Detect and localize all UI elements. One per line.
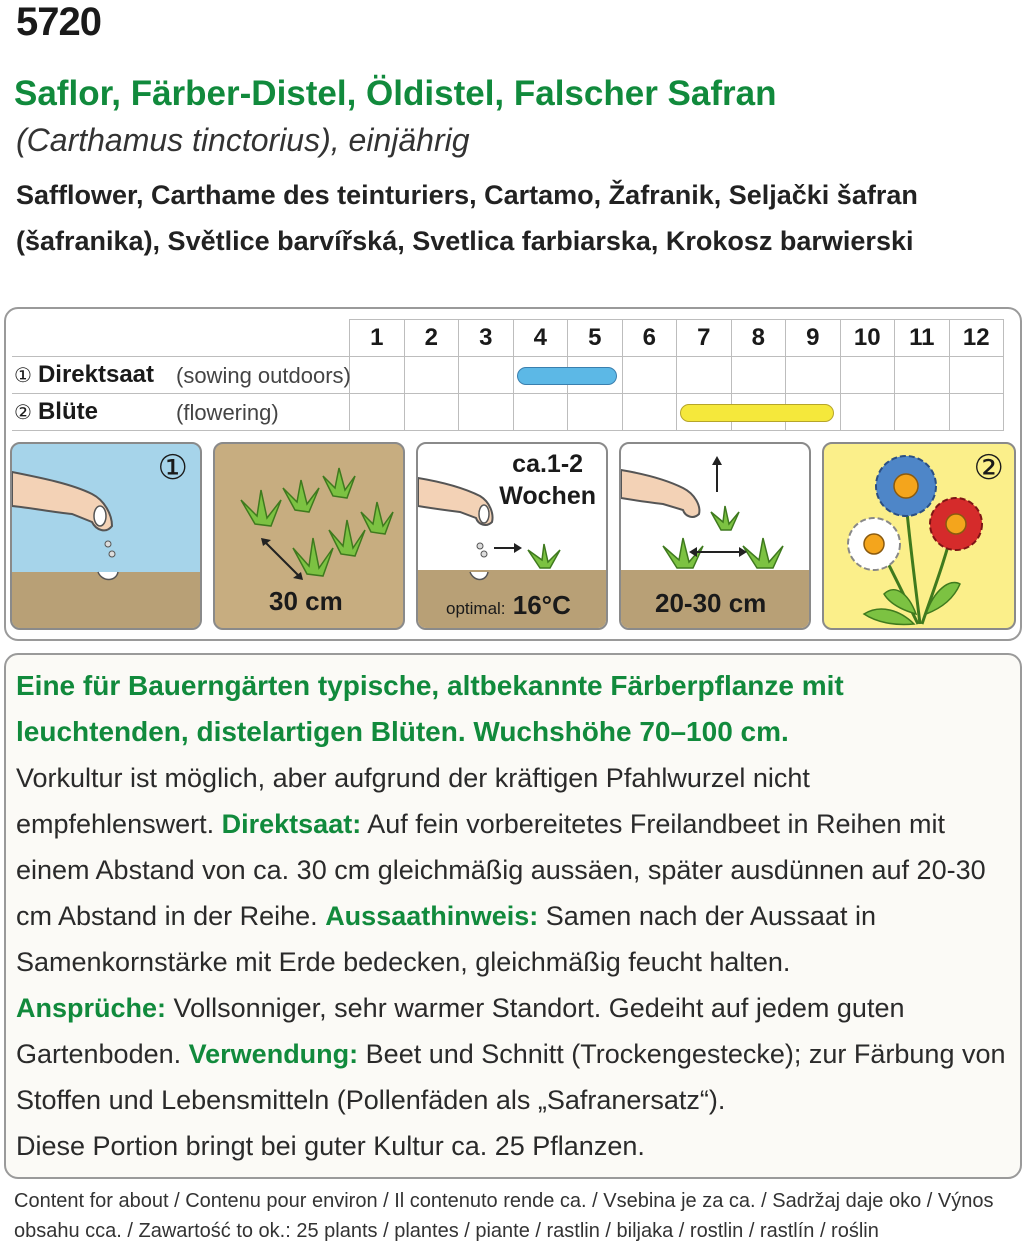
row-label	[12, 394, 350, 431]
description-yield: Diese Portion bringt bei guter Kultur ca. 25 Pflanzen.	[16, 1131, 645, 1161]
description-lead: Eine für Bauerngärten typische, altbekannte Färberpflanze mit leuchtenden, distelartigen Blüten. Wuchshöhe 70–100 cm.	[16, 670, 844, 747]
latin-suffix: , einjährig	[330, 122, 470, 158]
germination-time	[499, 448, 596, 512]
product-title: Saflor, Färber-Distel, Öldistel, Falscher Safran	[14, 74, 777, 113]
month-header: 11	[895, 320, 950, 357]
description-pre-culture: Vorkultur ist möglich, aber aufgrund der kräftigen Pfahlwurzel nicht empfehlenswert.	[16, 763, 810, 839]
description-text	[16, 663, 1006, 1169]
optimal-temperature	[446, 590, 571, 621]
translations-line-2: (šafranika), Světlice barvířská, Svetlica farbiarska, Krokosz barwierski	[16, 226, 914, 256]
germination-panel	[416, 442, 608, 630]
germination-time-line1: ca.1-2	[512, 450, 584, 478]
heading-usage: Verwendung:	[188, 1039, 359, 1069]
product-number: 5720	[16, 0, 101, 44]
latin-binomial: (Carthamus tinctorius)	[16, 122, 331, 158]
month-header: 8	[731, 320, 786, 357]
row-spacing-panel	[213, 442, 405, 630]
month-header: 10	[840, 320, 895, 357]
row-number: ①	[14, 365, 32, 387]
month-header: 6	[622, 320, 677, 357]
month-header: 12	[949, 320, 1004, 357]
month-header: 1	[350, 320, 405, 357]
calendar-bar	[517, 367, 617, 385]
heading-sowing-note: Aussaathinweis:	[325, 901, 539, 931]
red-flower-icon	[930, 498, 982, 550]
month-header: 3	[459, 320, 514, 357]
translations-line-1: Safflower, Carthame des teinturiers, Cartamo, Žafranik, Seljački šafran	[16, 180, 918, 210]
temperature-value: 16°C	[512, 590, 571, 620]
heading-requirements: Ansprüche:	[16, 993, 167, 1023]
row-label-de: Blüte	[37, 398, 98, 425]
month-header: 2	[404, 320, 459, 357]
sowing-illustration-panel	[10, 442, 202, 630]
white-flower-icon	[848, 518, 900, 570]
row-label-de: Direktsaat	[37, 361, 154, 388]
row-label	[12, 357, 350, 394]
month-header: 7	[677, 320, 732, 357]
month-header: 9	[786, 320, 841, 357]
step-number-2: ②	[973, 449, 1004, 487]
month-header: 4	[513, 320, 568, 357]
description-sowing-note: Samen nach der Aussaat in Samenkornstärke mit Erde bedecken, gleichmäßig feucht halten.	[16, 901, 876, 977]
optimal-label: optimal:	[446, 599, 506, 618]
sowing-calendar	[12, 319, 1004, 431]
calendar-row-flowering	[12, 394, 1004, 431]
content-footer: Content for about / Contenu pour environ / Il contenuto rende ca. / Vsebina je za ca. / Sadržaj daje oko / Výnos obsahu cca. / Zawartość to ok.: 25 plants / plantes / piante / rastlin / biljaka / rostlin / rastlín / roślin	[14, 1190, 994, 1242]
description-direct-sowing: Auf fein vorbereitetes Freilandbeet in Reihen mit einem Abstand von ca. 30 cm gleichmäßig aussäen, später ausdünnen auf 20-30 cm Abstand in der Reihe.	[16, 809, 986, 931]
calendar-bar	[680, 404, 834, 422]
germination-time-line2: Wochen	[499, 482, 596, 510]
flowering-panel	[822, 442, 1016, 630]
description-usage: Beet und Schnitt (Trockengestecke); zur Färbung von Stoffen und Lebensmitteln (Pollenfäden als „Safranersatz“).	[16, 1039, 1006, 1115]
row-label-en: (flowering)	[176, 400, 279, 425]
heading-direct-sowing: Direktsaat:	[221, 809, 362, 839]
blue-flower-icon	[876, 456, 936, 516]
description-requirements: Vollsonniger, sehr warmer Standort. Gedeiht auf jedem guten Gartenboden.	[16, 993, 905, 1069]
thinning-panel	[619, 442, 811, 630]
step-number-1: ①	[157, 449, 188, 487]
month-header: 5	[568, 320, 623, 357]
row-spacing-label: 30 cm	[269, 586, 343, 616]
row-number: ②	[14, 402, 32, 424]
latin-name	[16, 122, 470, 159]
calendar-corner	[12, 320, 350, 357]
calendar-row-sowing	[12, 357, 1004, 394]
row-label-en: (sowing outdoors)	[176, 363, 351, 388]
description-box	[4, 653, 1022, 1179]
calendar-header-row	[12, 320, 1004, 357]
plant-spacing-label: 20-30 cm	[655, 588, 767, 618]
